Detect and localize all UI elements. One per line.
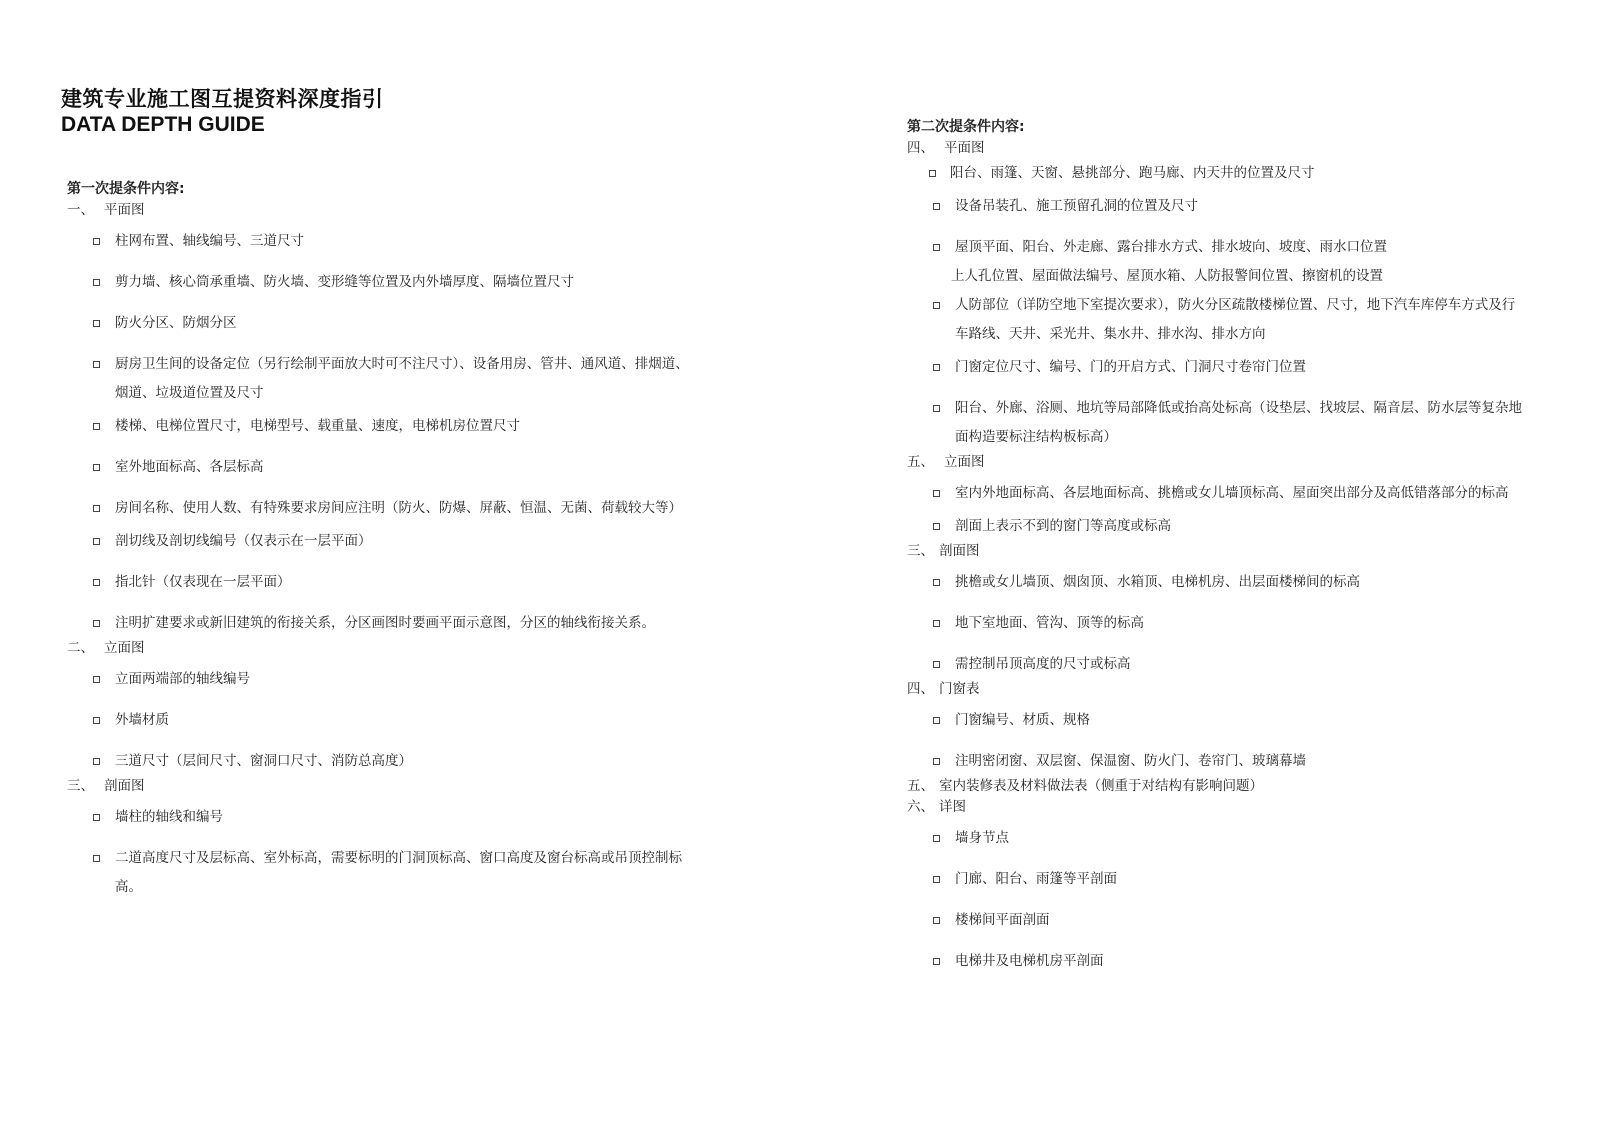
section-title: 室内装修表及材料做法表（侧重于对结构有影响问题） [939, 778, 1263, 794]
list-item: 门廊、阳台、雨篷等平剖面 [907, 865, 1547, 894]
list-item: 楼梯间平面剖面 [907, 906, 1547, 935]
list-item: 门窗定位尺寸、编号、门的开启方式、门洞尺寸卷帘门位置 [907, 353, 1547, 382]
checkbox-icon [93, 538, 100, 545]
first-submission-column [67, 179, 707, 902]
section-heading-elevation [67, 638, 707, 659]
list-item: 防火分区、防烟分区 [67, 309, 707, 338]
first-submission-heading: 第一次提条件内容: [67, 181, 185, 197]
list-item: 厨房卫生间的设备定位（另行绘制平面放大时可不注尺寸）、设备用房、管井、通风道、排烟道、烟道、垃圾道位置及尺寸 [67, 350, 695, 408]
checkbox-icon [93, 758, 100, 765]
title-chinese: 建筑专业施工图互提资料深度指引 [61, 87, 384, 111]
checkbox-icon [93, 676, 100, 683]
section-number: 四、 [907, 140, 934, 156]
section-number: 六、 [907, 799, 934, 815]
section-number: 二、 [67, 640, 94, 656]
continuation-line: 上人孔位置、屋面做法编号、屋顶水箱、人防报警间位置、擦窗机的设置 [951, 268, 1383, 284]
checkbox-icon [93, 464, 100, 471]
checkbox-icon [93, 717, 100, 724]
section-number: 五、 [907, 454, 934, 470]
list-item: 设备吊装孔、施工预留孔洞的位置及尺寸 [907, 192, 1547, 221]
checkbox-icon [933, 661, 940, 668]
list-item: 楼梯、电梯位置尺寸，电梯型号、载重量、速度，电梯机房位置尺寸 [67, 412, 707, 441]
list-item: 墙身节点 [907, 824, 1547, 853]
section-heading-elevation [907, 452, 1547, 473]
checkbox-icon [93, 238, 100, 245]
checkbox-icon [933, 490, 940, 497]
section-title: 剖面图 [104, 778, 145, 794]
list-item: 电梯井及电梯机房平剖面 [907, 947, 1547, 976]
section-number: 一、 [67, 202, 94, 218]
section-title: 剖面图 [939, 543, 980, 559]
list-item: 房间名称、使用人数、有特殊要求房间应注明（防火、防爆、屏蔽、恒温、无菌、荷载较大等） [67, 494, 695, 523]
checkbox-icon [933, 958, 940, 965]
list-item: 剖切线及剖切线编号（仅表示在一层平面） [67, 527, 707, 556]
checkbox-icon [933, 364, 940, 371]
checkbox-icon [93, 279, 100, 286]
list-item: 墙柱的轴线和编号 [67, 803, 707, 832]
section-title: 门窗表 [939, 681, 980, 697]
list-item: 注明密闭窗、双层窗、保温窗、防火门、卷帘门、玻璃幕墙 [907, 747, 1547, 776]
checkbox-icon [933, 302, 940, 309]
checkbox-icon [933, 203, 940, 210]
section-heading-door-window-schedule [907, 679, 1547, 700]
checkbox-icon [933, 405, 940, 412]
checkbox-icon [93, 505, 100, 512]
section-title: 立面图 [944, 454, 985, 470]
checkbox-icon [93, 855, 100, 862]
list-item: 阳台、外廊、浴厕、地坑等局部降低或抬高处标高（设垫层、找坡层、隔音层、防水层等复杂地面构造要标注结构板标高） [907, 394, 1525, 452]
list-item: 需控制吊顶高度的尺寸或标高 [907, 650, 1547, 679]
section-heading-section [907, 541, 1547, 562]
section-number: 五、 [907, 778, 934, 794]
section-number: 四、 [907, 681, 934, 697]
list-item: 外墙材质 [67, 706, 707, 735]
section-number: 三、 [907, 543, 934, 559]
list-item: 人防部位（详防空地下室提次要求），防火分区疏散楼梯位置、尺寸，地下汽车库停车方式及行车路线、天井、采光井、集水井、排水沟、排水方向 [907, 291, 1525, 349]
checkbox-icon [93, 423, 100, 430]
checkbox-icon [93, 320, 100, 327]
checkbox-icon [933, 835, 940, 842]
section-heading-section [67, 776, 707, 797]
list-item: 剪力墙、核心筒承重墙、防火墙、变形缝等位置及内外墙厚度、隔墙位置尺寸 [67, 268, 707, 297]
checkbox-icon [93, 361, 100, 368]
list-item: 门窗编号、材质、规格 [907, 706, 1547, 735]
list-item: 挑檐或女儿墙顶、烟囱顶、水箱顶、电梯机房、出层面楼梯间的标高 [907, 568, 1547, 597]
section-title: 立面图 [104, 640, 145, 656]
checkbox-icon [933, 620, 940, 627]
checkbox-icon [929, 170, 936, 177]
checkbox-icon [933, 244, 940, 251]
list-item: 指北针（仅表现在一层平面） [67, 568, 707, 597]
list-item: 室外地面标高、各层标高 [67, 453, 707, 482]
checkbox-icon [933, 758, 940, 765]
title-english: DATA DEPTH GUIDE [61, 113, 265, 136]
list-item: 柱网布置、轴线编号、三道尺寸 [67, 227, 707, 256]
section-heading-plan [907, 138, 1547, 159]
second-submission-column [907, 117, 1547, 976]
list-item: 立面两端部的轴线编号 [67, 665, 707, 694]
list-item: 室内外地面标高、各层地面标高、挑檐或女儿墙顶标高、屋面突出部分及高低错落部分的标高 [907, 479, 1525, 508]
list-item: 地下室地面、管沟、顶等的标高 [907, 609, 1547, 638]
section-title: 平面图 [944, 140, 985, 156]
document-title [61, 86, 384, 138]
list-item: 三道尺寸（层间尺寸、窗洞口尺寸、消防总高度） [67, 747, 707, 776]
checkbox-icon [933, 917, 940, 924]
section-heading-plan [67, 200, 707, 221]
list-item: 阳台、雨篷、天窗、悬挑部分、跑马廊、内天井的位置及尺寸 [907, 159, 1547, 188]
section-number: 三、 [67, 778, 94, 794]
checkbox-icon [93, 620, 100, 627]
checkbox-icon [933, 579, 940, 586]
list-item: 剖面上表示不到的窗门等高度或标高 [907, 512, 1547, 541]
section-title: 平面图 [104, 202, 145, 218]
checkbox-icon [933, 876, 940, 883]
checkbox-icon [933, 717, 940, 724]
second-submission-heading: 第二次提条件内容: [907, 119, 1025, 135]
checkbox-icon [93, 814, 100, 821]
section-heading-finish-schedule [907, 776, 1547, 797]
list-item: 二道高度尺寸及层标高、室外标高，需要标明的门洞顶标高、窗口高度及窗台标高或吊顶控制标高。 [67, 844, 695, 902]
section-heading-details [907, 797, 1547, 818]
list-item: 屋顶平面、阳台、外走廊、露台排水方式、排水坡向、坡度、雨水口位置 [907, 233, 1547, 262]
checkbox-icon [93, 579, 100, 586]
list-item: 注明扩建要求或新旧建筑的衔接关系，分区画图时要画平面示意图，分区的轴线衔接关系。 [67, 609, 707, 638]
checkbox-icon [933, 523, 940, 530]
section-title: 详图 [939, 799, 966, 815]
